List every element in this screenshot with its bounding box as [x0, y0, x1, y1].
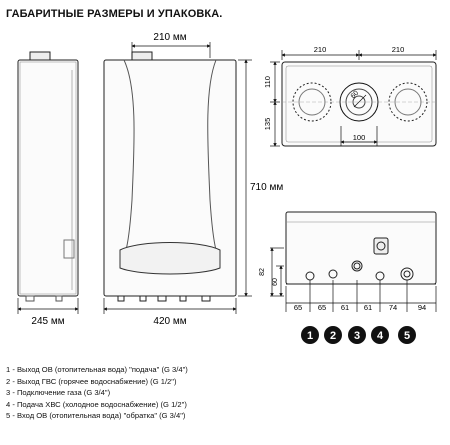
page-title: ГАБАРИТНЫЕ РАЗМЕРЫ И УПАКОВКА.: [6, 8, 223, 20]
top-v2-label: 135: [263, 117, 272, 131]
bottom-spacing-3: 61: [340, 303, 350, 312]
connection-number-1: 1: [306, 330, 314, 342]
legend-item-5: 5 - Вход ОВ (отопительная вода) "обратка" (G 3/4"): [6, 411, 186, 421]
legend-item-3: 3 - Подключение газа (G 3/4"): [6, 388, 111, 398]
front-view: [104, 52, 236, 301]
bottom-spacing-1: 65: [293, 303, 303, 312]
connection-number-3: 3: [353, 330, 361, 342]
bottom-spacing-2: 65: [317, 303, 327, 312]
legend-item-1: 1 - Выход ОВ (отопительная вода) "подача" (G 3/4"): [6, 365, 188, 374]
bottom-spacing-5: 74: [388, 303, 398, 312]
bottom-v2-label: 60: [272, 278, 279, 286]
connection-number-2: 2: [329, 330, 337, 342]
connection-markers: [301, 326, 416, 344]
width-label: 420 мм: [153, 316, 187, 327]
top-center-label: 100: [352, 133, 366, 142]
connection-number-4: 4: [376, 330, 384, 342]
bottom-spacing-6: 94: [417, 303, 427, 312]
side-view: [18, 52, 78, 301]
bottom-spacing-4: 61: [363, 303, 373, 312]
depth-label: 245 мм: [31, 316, 65, 327]
height-label: 710 мм: [250, 182, 284, 193]
depth-dimension: [18, 298, 78, 314]
bottom-view: [286, 212, 436, 284]
legend-item-4: 4 - Подача ХВС (холодное водоснабжение) (G 1/2"): [6, 399, 187, 409]
legend-item-2: 2 - Выход ГВС (горячее водоснабжение) (G 1/2"): [6, 376, 177, 386]
height-dimension: [238, 60, 252, 296]
top-left-label: 210: [313, 45, 327, 54]
top-right-label: 210: [391, 45, 405, 54]
front-top-label: 210 мм: [153, 32, 187, 43]
top-v1-label: 110: [263, 76, 272, 88]
connections-legend: [6, 364, 188, 422]
bottom-v1-label: 82: [259, 268, 266, 276]
top-diameter-label: 60: [349, 89, 361, 101]
connection-number-5: 5: [403, 330, 411, 342]
